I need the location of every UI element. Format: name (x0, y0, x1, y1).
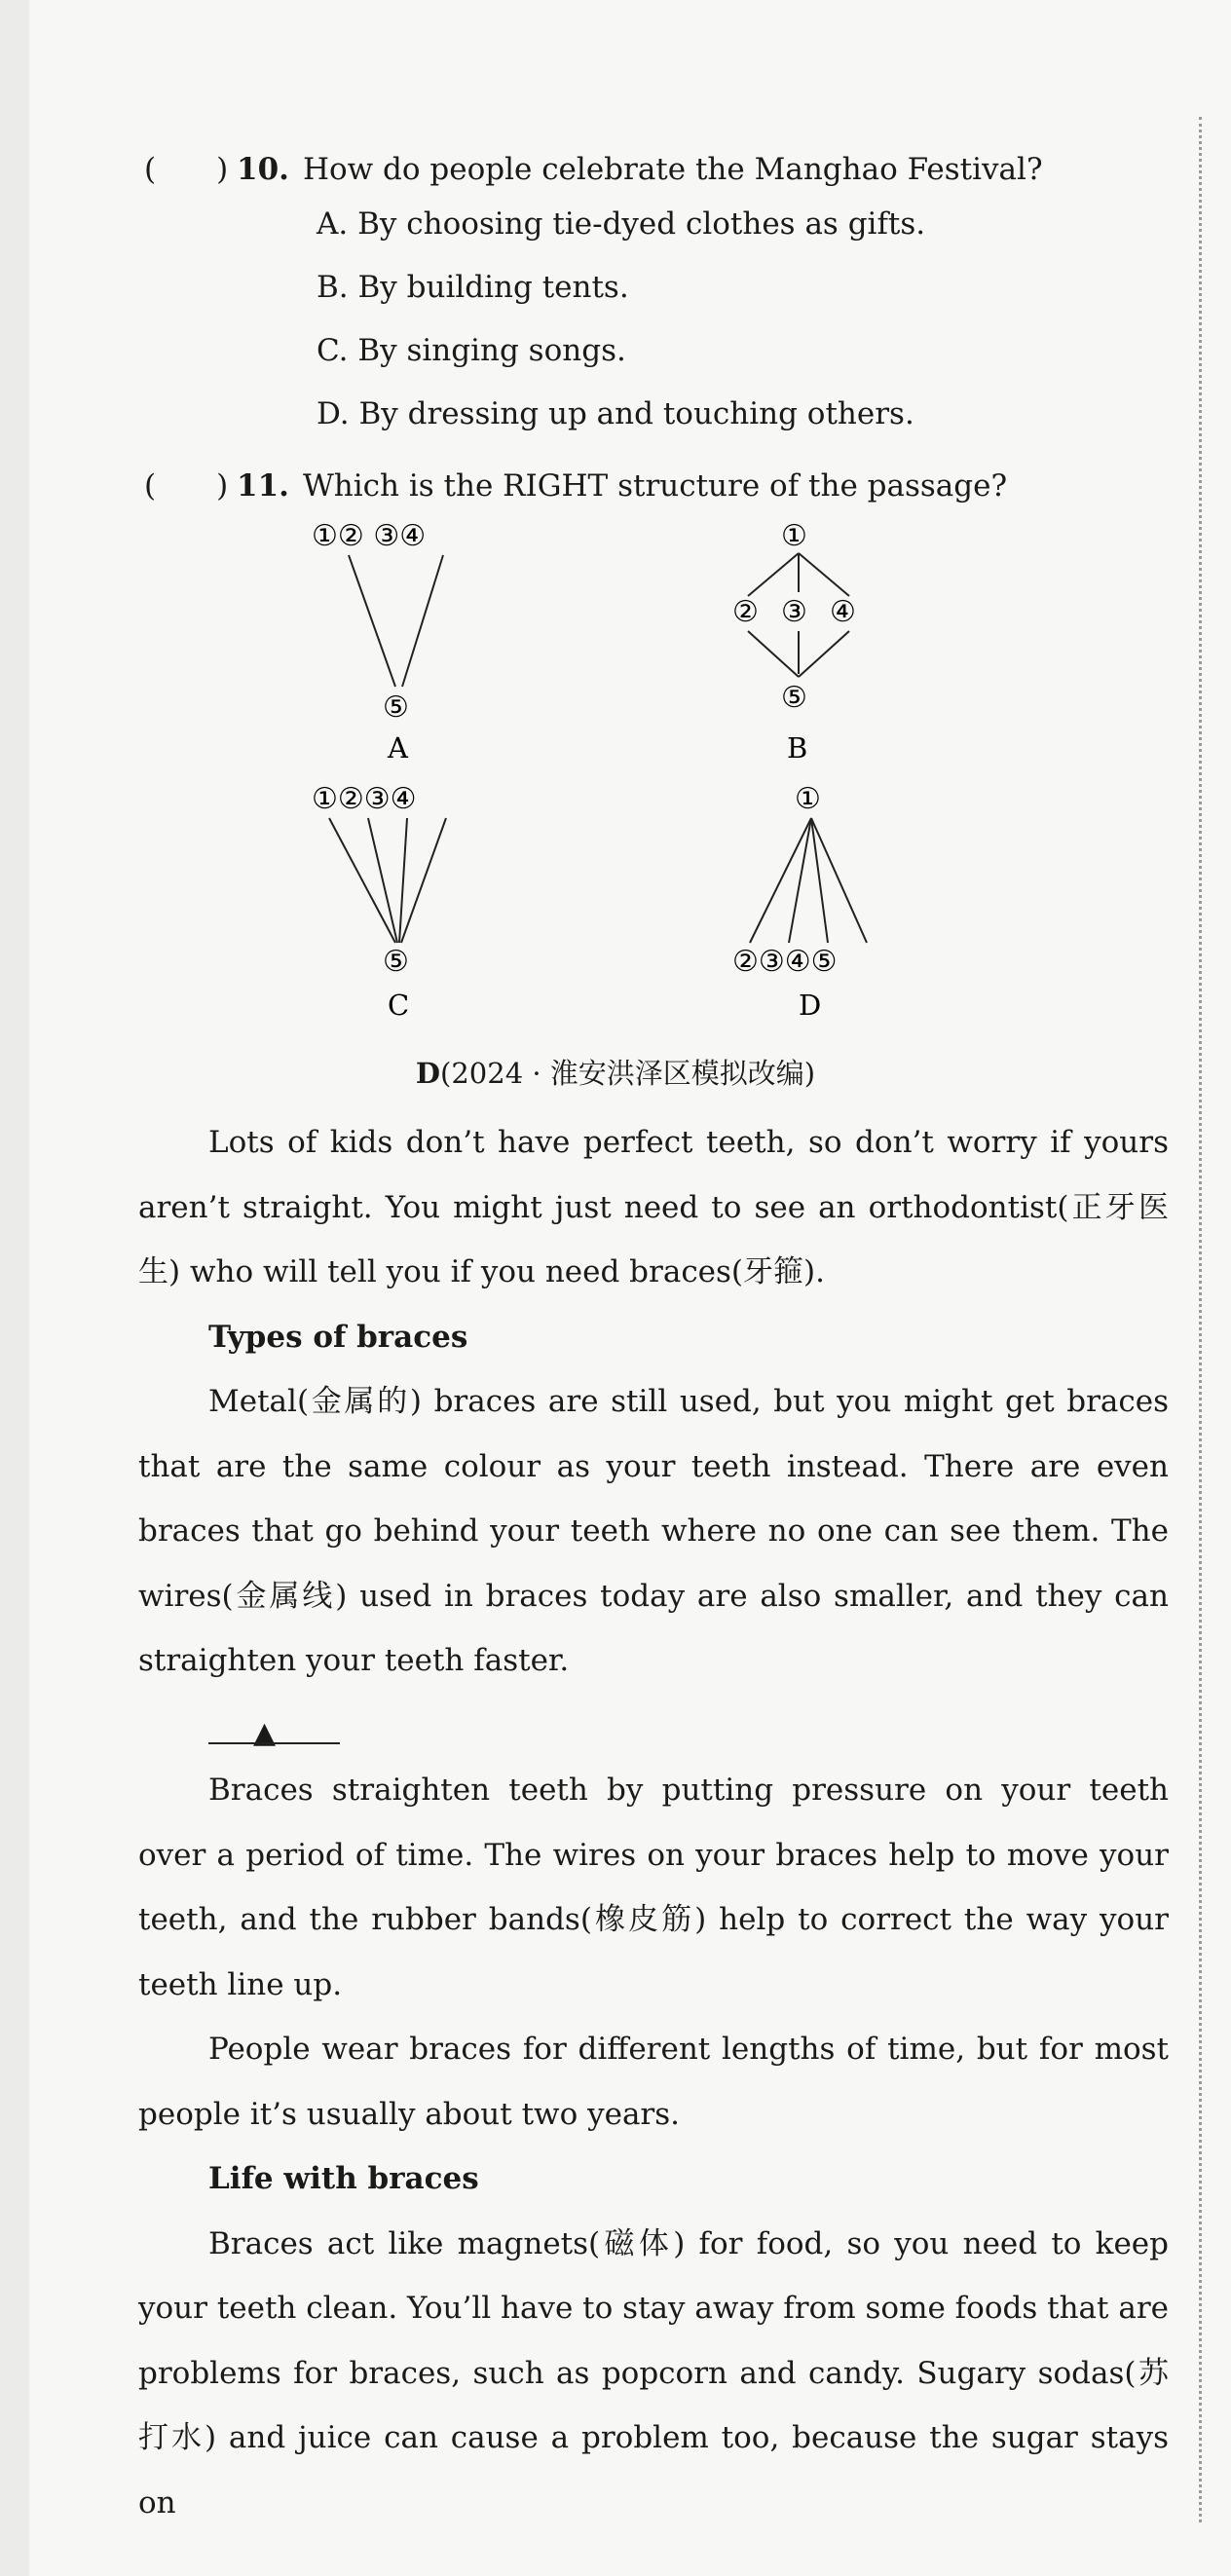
diagram-b-middle-3: ④ (830, 595, 856, 629)
diagram-b-middle-2: ③ (781, 595, 807, 629)
answer-blank[interactable] (138, 1694, 1169, 1759)
diagram-b-top: ① (781, 519, 807, 553)
diagram-a-label: A (388, 731, 408, 765)
subheading-life-with-braces: Life with braces (208, 2161, 479, 2196)
diagram-d-top: ① (795, 782, 821, 816)
diagram-b-label: B (787, 731, 808, 765)
reading-passage (138, 1110, 1169, 2535)
option-b: B. By building tents. (317, 270, 629, 305)
question-10 (144, 144, 1043, 188)
question-number: 10. (237, 152, 289, 187)
diagram-c-bottom: ⑤ (383, 945, 409, 979)
question-11 (144, 461, 1007, 504)
diagram-c-top: ①②③④ (312, 782, 417, 816)
answer-paren[interactable]: ( ) (144, 152, 229, 187)
paragraph-5: Braces act like magnets(磁体) for food, so you need to keep your teeth clean. You’ll have to stay away from some foods that are problems for braces, such as popcorn and candy. Sugary sodas(苏打水) and juice can cause a problem too, because the sugar stays on (138, 2225, 1169, 2520)
question-stem: How do people celebrate the Manghao Festival? (302, 152, 1043, 187)
diagram-b-bottom: ⑤ (781, 681, 807, 715)
triangle-icon: ▲ (253, 1715, 277, 1750)
option-c: C. By singing songs. (317, 333, 626, 368)
diagram-a-bottom: ⑤ (383, 691, 409, 725)
paragraph-4: People wear braces for different lengths of time, but for most people it’s usually about two years. (138, 2032, 1169, 2132)
diagram-b-middle-1: ② (732, 595, 759, 629)
section-letter: D (415, 1057, 441, 1090)
subheading-types-of-braces: Types of braces (208, 1319, 468, 1355)
structure-diagram-d (721, 779, 915, 1032)
structure-diagram-a (302, 516, 497, 769)
paragraph-2: Metal(金属的) braces are still used, but you might get braces that are the same colour as your teeth instead. There are even braces that go behind your teeth where no one can see them. The wires(金属线) used in braces today are also smaller, and they can straighten your teeth faster. (138, 1384, 1169, 1678)
paragraph-1: Lots of kids don’t have perfect teeth, so don’t worry if yours aren’t straight. You might just need to see an orthodontist(正牙医生) who will tell you if you need braces(牙箍). (138, 1125, 1169, 1289)
diagram-c-label: C (388, 989, 410, 1022)
structure-diagram-b (721, 516, 886, 769)
blank-underline (208, 1742, 340, 1744)
diagram-d-bottom: ②③④⑤ (732, 945, 838, 979)
answer-paren[interactable]: ( ) (144, 468, 229, 504)
paragraph-3: Braces straighten teeth by putting pressure on your teeth over a period of time. The wires on your braces help to move your teeth, and the rubber bands(橡皮筋) help to correct the way your teeth line up. (138, 1773, 1169, 2002)
question-number: 11. (237, 468, 289, 504)
question-stem: Which is the RIGHT structure of the passage? (302, 468, 1008, 504)
diagram-a-top: ①② ③④ (312, 519, 427, 553)
option-d: D. By dressing up and touching others. (317, 396, 914, 431)
section-heading (0, 1052, 1231, 1092)
option-a: A. By choosing tie-dyed clothes as gifts. (317, 206, 926, 242)
diagram-d-label: D (799, 989, 822, 1022)
structure-diagram-c (302, 779, 497, 1032)
section-source: (2024 · 淮安洪泽区模拟改编) (440, 1057, 816, 1090)
